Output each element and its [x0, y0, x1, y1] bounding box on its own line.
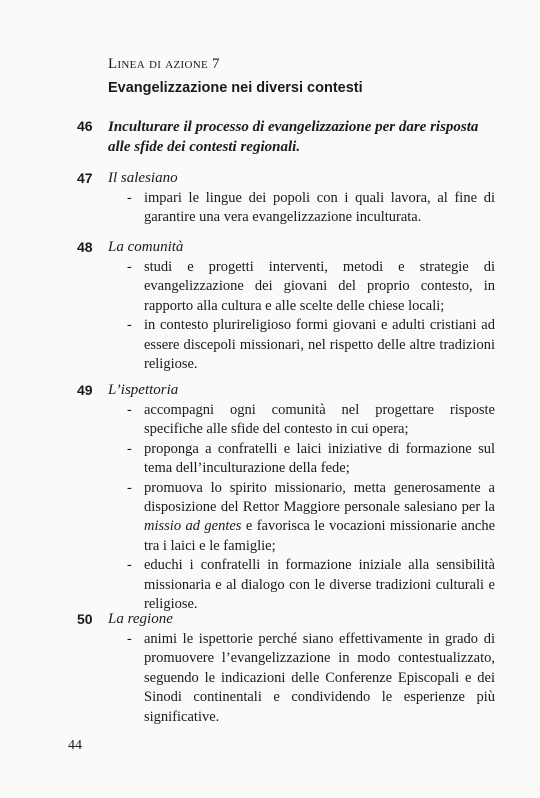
section-label-number: 7: [207, 56, 220, 72]
entry-number: 46: [77, 118, 93, 134]
list-dash: -: [127, 259, 132, 275]
section-label-smallcaps: inea di azione: [117, 56, 208, 72]
section-title: Evangelizzazione nei diversi contesti: [108, 80, 363, 96]
entry-number: 49: [77, 382, 93, 398]
list-dash: -: [127, 631, 132, 647]
list-item-text: animi le ispettorie perché siano effettivamente in grado di promuovere l’evangelizzazione in modo contestualizzato, seguendo le indicazioni delle Conferenze Episcopali e dei Sinodi continentali e condividendo le esperienze più significative.: [144, 631, 495, 725]
entry-items: [127, 189, 495, 228]
list-item: [127, 630, 495, 727]
list-dash: -: [127, 317, 132, 334]
entry-number: 50: [77, 611, 93, 627]
list-item-text-tail: e favorisca le vocazioni missionarie anche tra i laici e le famiglie;: [144, 518, 496, 554]
entry-items: [127, 401, 495, 614]
entry-heading: La comunità: [108, 239, 184, 255]
list-item-text: accompagni ogni comunità nel progettare risposte specifiche alle sfide del contesto in cui opera;: [144, 402, 495, 438]
section-label: [108, 56, 220, 73]
entry-heading: Il salesiano: [108, 170, 178, 186]
list-dash: -: [127, 557, 132, 574]
list-item-text: studi e progetti interventi, metodi e strategie di evangelizzazione dei giovani del proprio contesto, in rapporto alla cultura e alle scelte delle chiese locali;: [144, 259, 495, 314]
section-label-prefix: L: [108, 56, 118, 72]
list-item: [127, 440, 495, 479]
entry-heading: La regione: [108, 611, 173, 627]
list-dash: -: [127, 440, 132, 457]
entry-heading: Inculturare il processo di evangelizzazione per dare risposta alle sfide dei contesti regionali.: [108, 119, 479, 155]
entry-items: [127, 630, 495, 727]
list-item: [127, 401, 495, 440]
list-item-text: in contesto plurireligioso formi giovani e adulti cristiani ad essere discepoli missionari, nel rispetto delle altre tradizioni religiose.: [144, 317, 495, 373]
page-number: 44: [68, 738, 82, 753]
list-dash: -: [127, 190, 132, 206]
entry-heading: L’ispettoria: [108, 382, 179, 398]
list-item: [127, 316, 495, 374]
list-dash: -: [127, 479, 132, 496]
list-item-text: promuova lo spirito missionario, metta generosamente a disposizione del Rettor Maggiore personale salesiano per la: [144, 479, 495, 516]
list-item-text: impari le lingue dei popoli con i quali lavora, al fine di garantire una vera evangelizzazione inculturata.: [144, 190, 495, 226]
list-item: [127, 189, 495, 228]
entry-number: 47: [77, 170, 93, 186]
list-item: [127, 258, 495, 316]
list-item: [127, 556, 495, 614]
entry-number: 48: [77, 239, 93, 255]
list-item-italic: missio ad gentes: [144, 518, 242, 535]
entry-items: [127, 258, 495, 374]
list-item-text: proponga a confratelli e laici iniziative di formazione sul tema dell’inculturazione della fede;: [144, 440, 495, 477]
list-dash: -: [127, 402, 132, 418]
list-item: [127, 479, 495, 557]
list-item-text: educhi i confratelli in formazione iniziale alla sensibilità missionaria e al dialogo con le diverse tradizioni culturali e religiose.: [144, 557, 495, 613]
